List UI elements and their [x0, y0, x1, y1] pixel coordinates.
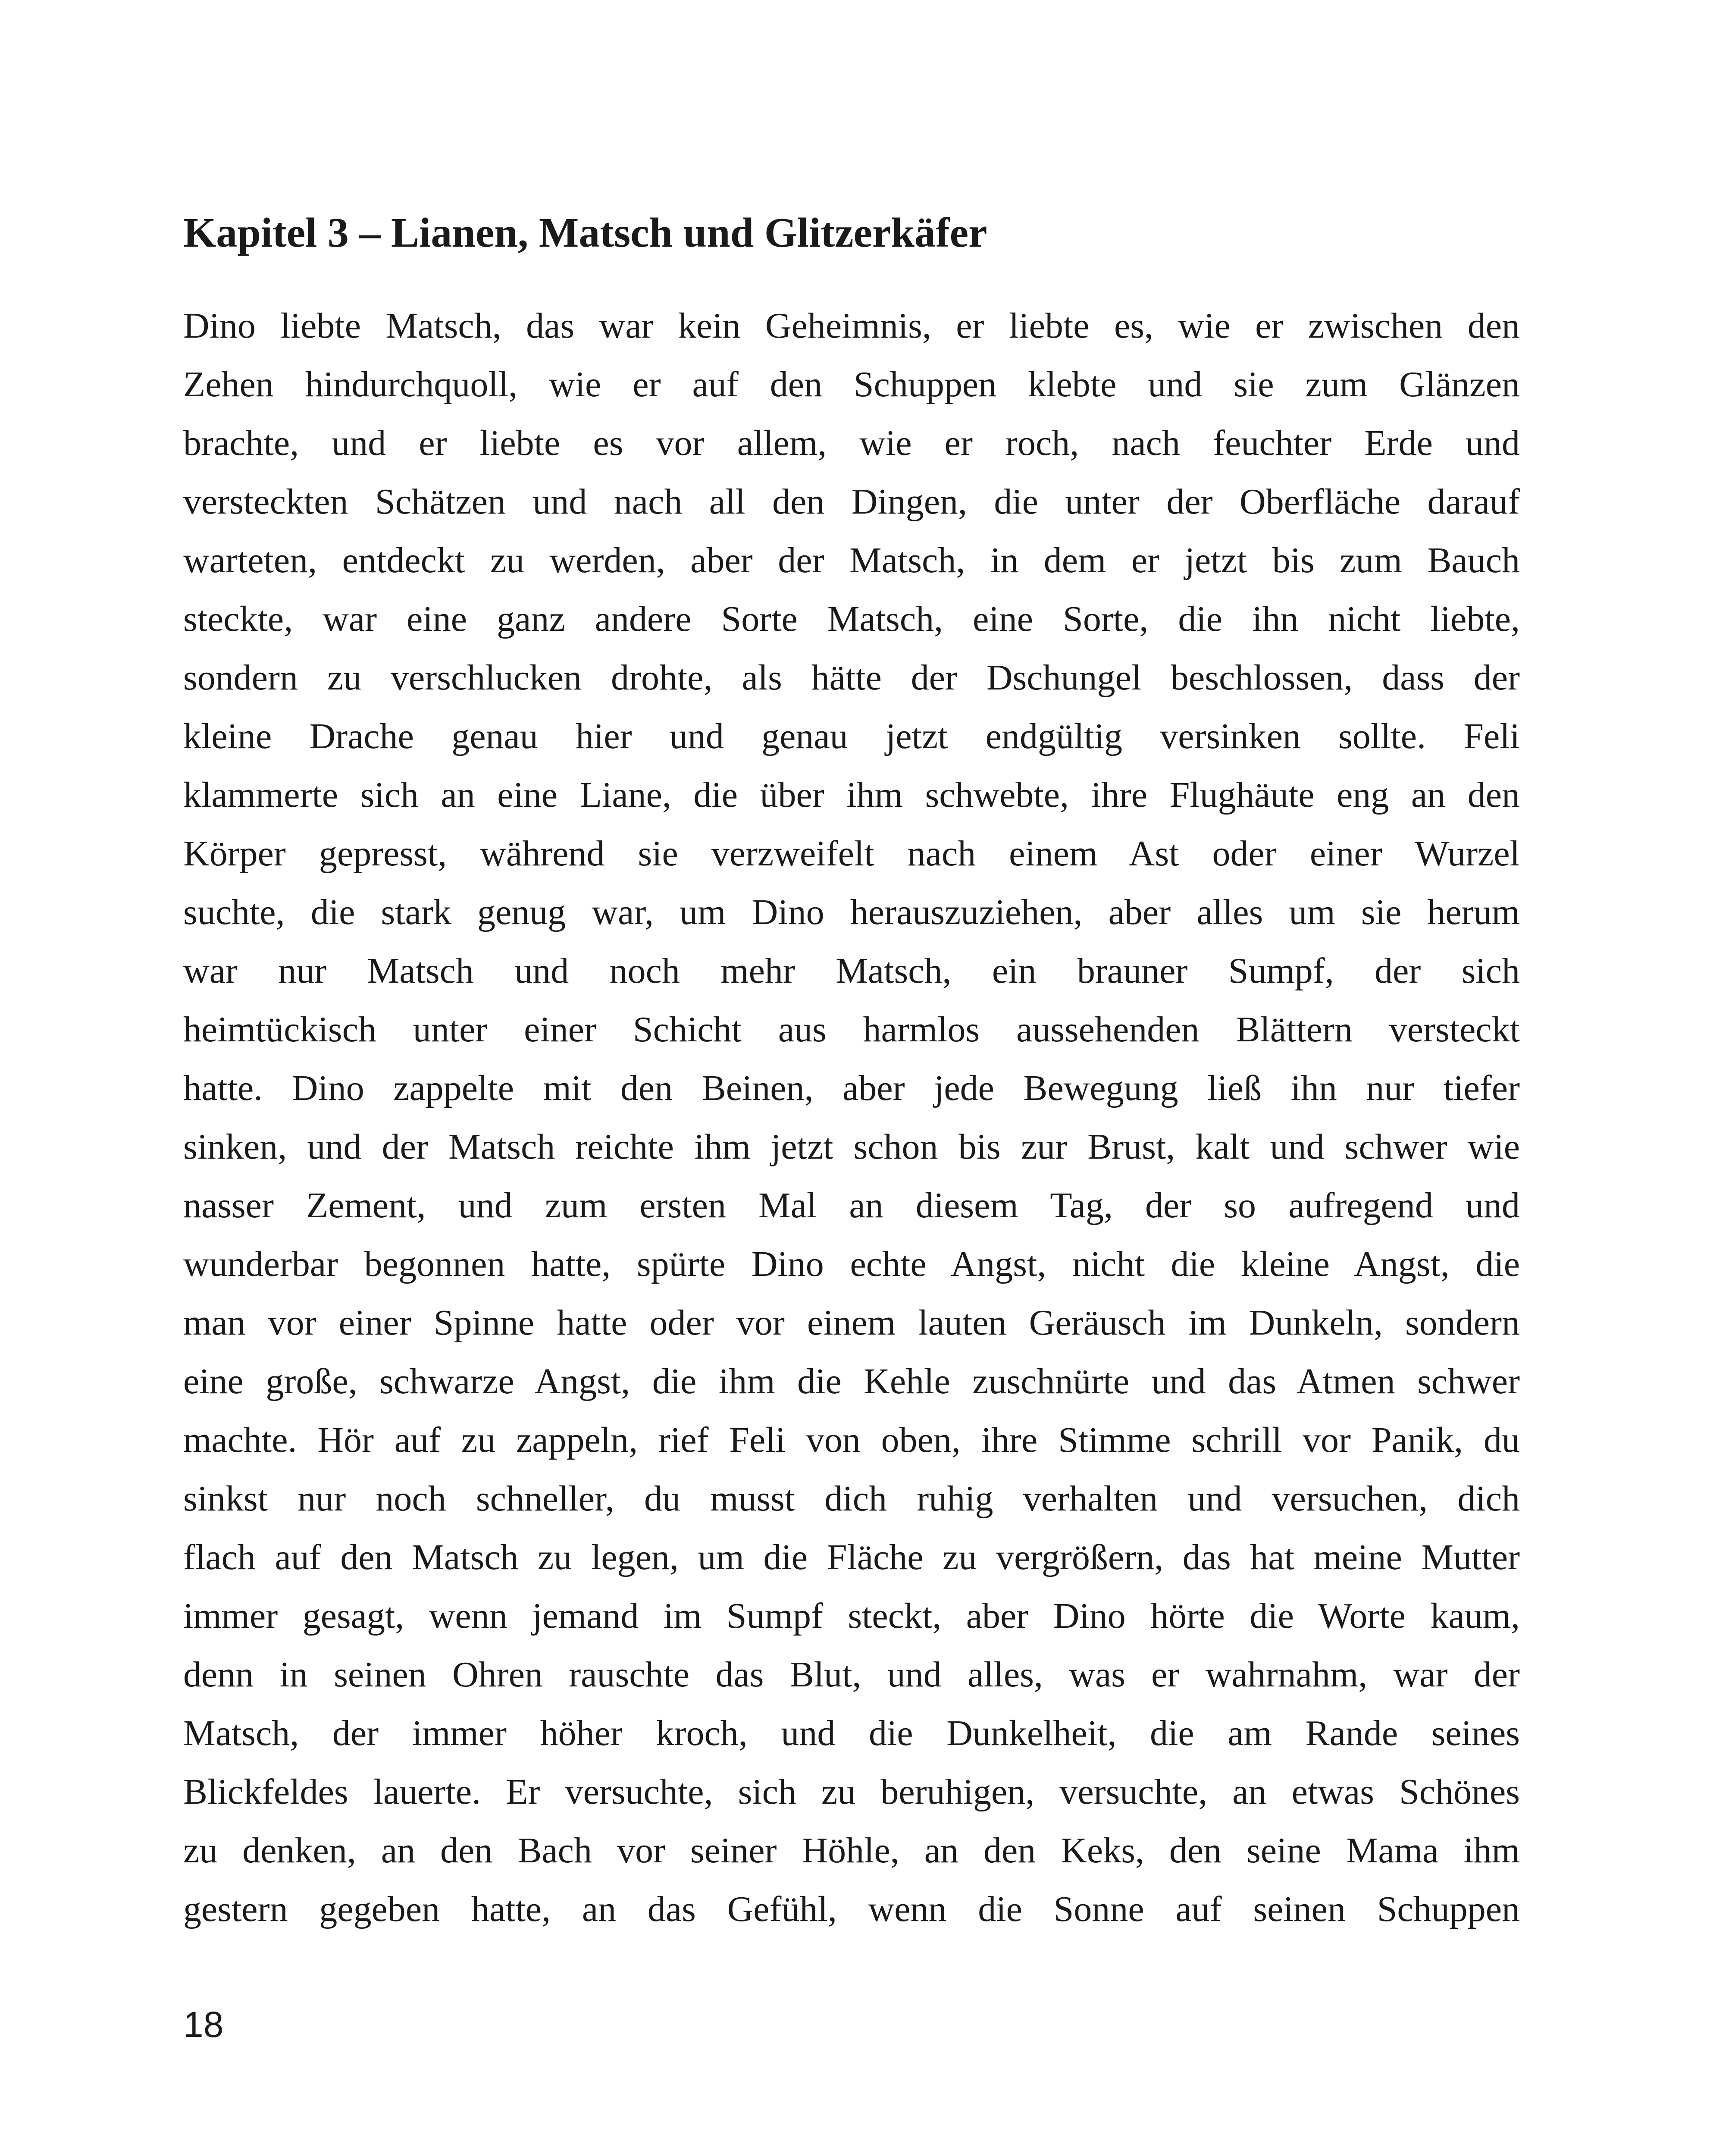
text-line: eine große, schwarze Angst, die ihm die Kehle zuschnürte und das Atmen schwer	[183, 1361, 1520, 1401]
text-line: sinken, und der Matsch reichte ihm jetzt schon bis zur Brust, kalt und schwer wie	[183, 1127, 1520, 1167]
text-line: Matsch, der immer höher kroch, und die Dunkelheit, die am Rande seines	[183, 1713, 1520, 1753]
chapter-title: Kapitel 3 – Lianen, Matsch und Glitzerkäfer	[183, 210, 987, 256]
text-line: denn in seinen Ohren rauschte das Blut, und alles, was er wahrnahm, war der	[183, 1655, 1520, 1695]
text-line: steckte, war eine ganz andere Sorte Matsch, eine Sorte, die ihn nicht liebte,	[183, 599, 1520, 639]
text-line: zu denken, an den Bach vor seiner Höhle, an den Keks, den seine Mama ihm	[183, 1830, 1520, 1871]
text-line: klammerte sich an eine Liane, die über ihm schwebte, ihre Flughäute eng an den	[183, 775, 1520, 815]
text-line: gestern gegeben hatte, an das Gefühl, wenn die Sonne auf seinen Schuppen	[183, 1889, 1520, 1929]
text-line: man vor einer Spinne hatte oder vor einem lauten Geräusch im Dunkeln, sondern	[183, 1303, 1520, 1343]
text-line: warteten, entdeckt zu werden, aber der Matsch, in dem er jetzt bis zum Bauch	[183, 540, 1520, 580]
text-line: war nur Matsch und noch mehr Matsch, ein brauner Sumpf, der sich	[183, 951, 1520, 991]
text-line: immer gesagt, wenn jemand im Sumpf steckt, aber Dino hörte die Worte kaum,	[183, 1596, 1520, 1636]
text-line: Zehen hindurchquoll, wie er auf den Schuppen klebte und sie zum Glänzen	[183, 364, 1520, 404]
text-line: wunderbar begonnen hatte, spürte Dino echte Angst, nicht die kleine Angst, die	[183, 1244, 1520, 1284]
text-line: suchte, die stark genug war, um Dino herauszuziehen, aber alles um sie herum	[183, 892, 1520, 932]
text-line: brachte, und er liebte es vor allem, wie er roch, nach feuchter Erde und	[183, 423, 1520, 463]
text-line: versteckten Schätzen und nach all den Dingen, die unter der Oberfläche darauf	[183, 482, 1520, 522]
text-line: sondern zu verschlucken drohte, als hätte der Dschungel beschlossen, dass der	[183, 658, 1520, 698]
text-line: Blickfeldes lauerte. Er versuchte, sich zu beruhigen, versuchte, an etwas Schönes	[183, 1772, 1520, 1812]
text-line: flach auf den Matsch zu legen, um die Fläche zu vergrößern, das hat meine Mutter	[183, 1537, 1520, 1577]
page-number: 18	[183, 2004, 224, 2045]
text-line: hatte. Dino zappelte mit den Beinen, aber jede Bewegung ließ ihn nur tiefer	[183, 1068, 1520, 1108]
text-line: sinkst nur noch schneller, du musst dich ruhig verhalten und versuchen, dich	[183, 1479, 1520, 1519]
text-line: nasser Zement, und zum ersten Mal an diesem Tag, der so aufregend und	[183, 1185, 1520, 1225]
body-text	[183, 297, 1520, 1939]
text-line: Dino liebte Matsch, das war kein Geheimnis, er liebte es, wie er zwischen den	[183, 306, 1520, 346]
text-line: heimtückisch unter einer Schicht aus harmlos aussehenden Blättern versteckt	[183, 1009, 1520, 1050]
text-line: machte. Hör auf zu zappeln, rief Feli von oben, ihre Stimme schrill vor Panik, du	[183, 1420, 1520, 1460]
text-line: Körper gepresst, während sie verzweifelt nach einem Ast oder einer Wurzel	[183, 834, 1520, 874]
text-line: kleine Drache genau hier und genau jetzt endgültig versinken sollte. Feli	[183, 716, 1520, 756]
